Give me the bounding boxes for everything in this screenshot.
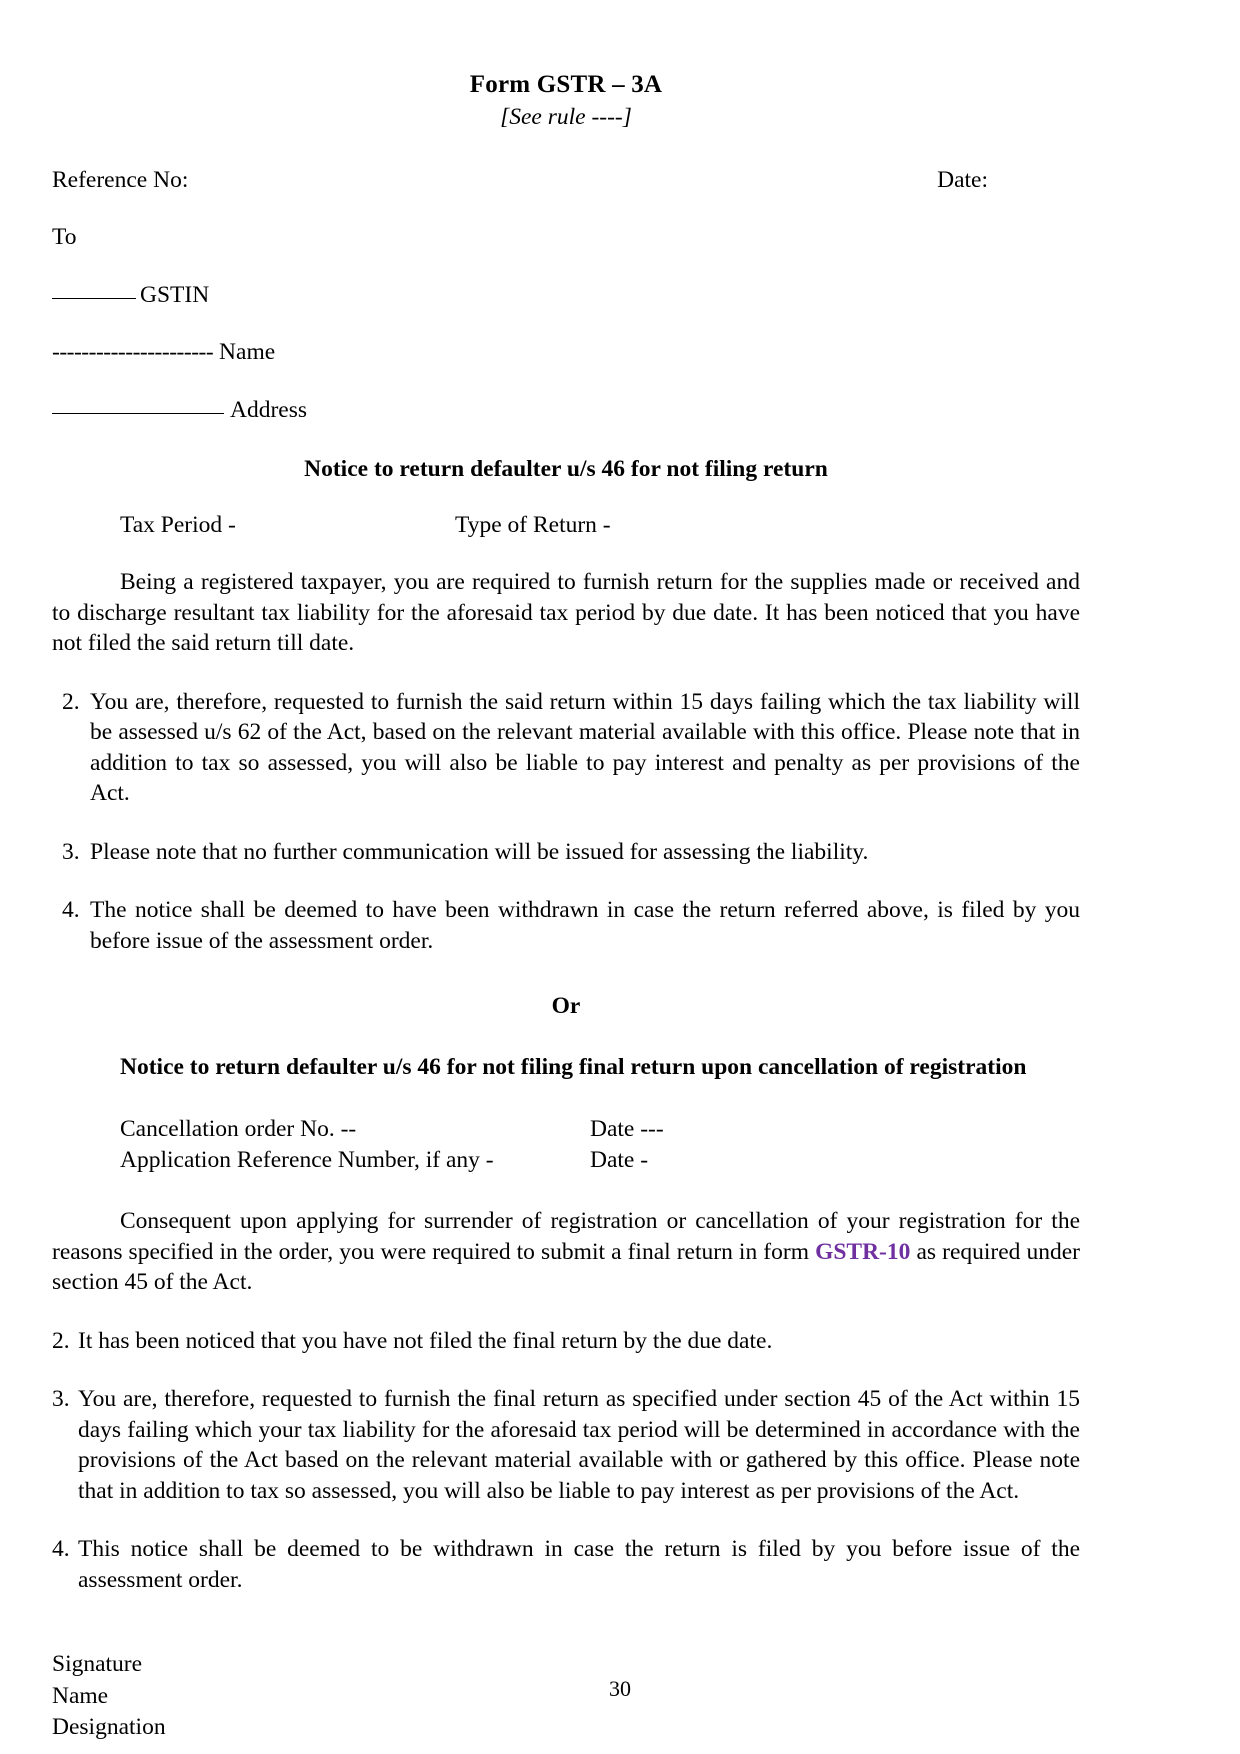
tax-period-row xyxy=(52,511,1080,538)
section1-item-3 xyxy=(52,837,1080,868)
page-title: Form GSTR – 3A xyxy=(469,71,663,98)
date-label: Date: xyxy=(937,166,988,193)
name-label: Name xyxy=(219,339,276,366)
section2-item-2-text: It has been noticed that you have not filed the final return by the due date. xyxy=(78,1327,773,1354)
section1-item-3-text: Please note that no further communication will be issued for assessing the liability. xyxy=(90,838,869,865)
section2-item-2 xyxy=(52,1326,1080,1357)
section2-item-2-number: 2. xyxy=(52,1327,70,1354)
page-subtitle: [See rule ----] xyxy=(500,104,632,130)
arn-date-label: Date - xyxy=(590,1146,649,1173)
section1-item-2-text: You are, therefore, requested to furnish the said return within 15 days failing which the tax liability will be assessed u/s 62 of the Act, based on the relevant material available with this office. Please note that in addition to tax so assessed, you will also be liable to pay interest and penalty as per provisions of the Act. xyxy=(90,688,1080,807)
name-field-line xyxy=(52,341,1080,365)
gstin-field-line xyxy=(52,281,1080,308)
consequent-text-part1: Consequent upon applying for surrender of registration or cancellation of your registration for the reasons specified in the order, you were required to submit a final return in form xyxy=(52,1208,1080,1265)
signature-name-label: Name xyxy=(52,1682,109,1709)
page-number: 30 xyxy=(609,1676,631,1701)
cancellation-order-label: Cancellation order No. -- xyxy=(120,1115,357,1142)
section1-item-4-text: The notice shall be deemed to have been withdrawn in case the return referred above, is filed by you before issue of the assessment order. xyxy=(90,897,1080,954)
gstin-label: GSTIN xyxy=(140,281,210,308)
type-of-return-label: Type of Return - xyxy=(455,511,611,538)
section1-item-2 xyxy=(52,687,1080,809)
or-divider-label: Or xyxy=(551,992,581,1019)
document-body xyxy=(52,60,1080,1743)
section2-consequent-paragraph xyxy=(52,1206,1080,1298)
section2-heading: Notice to return defaulter u/s 46 for not filing final return upon cancellation of registration xyxy=(120,1054,1027,1081)
to-label: To xyxy=(52,224,77,251)
address-blank-rule xyxy=(52,413,224,414)
consequent-text-part2: as required under section 45 of the Act. xyxy=(52,1238,1081,1296)
name-blank-dashes: ---------------------- xyxy=(52,339,214,366)
gstin-blank-rule xyxy=(52,298,136,299)
reference-no-label: Reference No: xyxy=(52,166,189,193)
section1-intro-paragraph: Being a registered taxpayer, you are required to furnish return for the supplies made or received and to discharge resultant tax liability for the aforesaid tax period by due date. It has been noticed that you have not filed the said return till date. xyxy=(52,569,1080,657)
section1-heading: Notice to return defaulter u/s 46 for not filing return xyxy=(304,456,828,483)
section2-item-4 xyxy=(52,1534,1080,1595)
tax-period-label: Tax Period - xyxy=(120,511,236,538)
section1-item-2-number: 2. xyxy=(62,688,80,715)
arn-row xyxy=(52,1145,1080,1176)
section1-item-3-number: 3. xyxy=(62,838,80,865)
reference-date-row xyxy=(52,166,1080,193)
signature-designation-label: Designation xyxy=(52,1713,166,1740)
section2-item-4-number: 4. xyxy=(52,1536,70,1563)
section2-item-4-text: This notice shall be deemed to be withdrawn in case the return is filed by you before issue of the assessment order. xyxy=(78,1536,1080,1593)
section2-item-3-number: 3. xyxy=(52,1386,70,1413)
signature-label: Signature xyxy=(52,1651,143,1678)
section2-item-3-text: You are, therefore, requested to furnish the final return as specified under section 45 of the Act within 15 days failing which your tax liability for the aforesaid tax period will be determined in accordance with the provisions of the Act based on the relevant material available with or gathered by this office. Please note that in addition to tax so assessed, you will also be liable to pay interest as per provisions of the Act. xyxy=(78,1386,1080,1504)
section1-item-4-number: 4. xyxy=(62,897,80,924)
section1-item-4 xyxy=(52,895,1080,956)
arn-label: Application Reference Number, if any - xyxy=(120,1146,494,1173)
document-title-block xyxy=(52,60,1080,133)
address-field-line xyxy=(52,396,1080,423)
cancellation-order-row xyxy=(52,1114,1080,1145)
cancellation-order-date-label: Date --- xyxy=(590,1115,664,1142)
gstr-10-form-reference[interactable]: GSTR-10 xyxy=(815,1238,911,1265)
section2-item-3 xyxy=(52,1384,1080,1506)
address-label: Address xyxy=(230,396,308,423)
